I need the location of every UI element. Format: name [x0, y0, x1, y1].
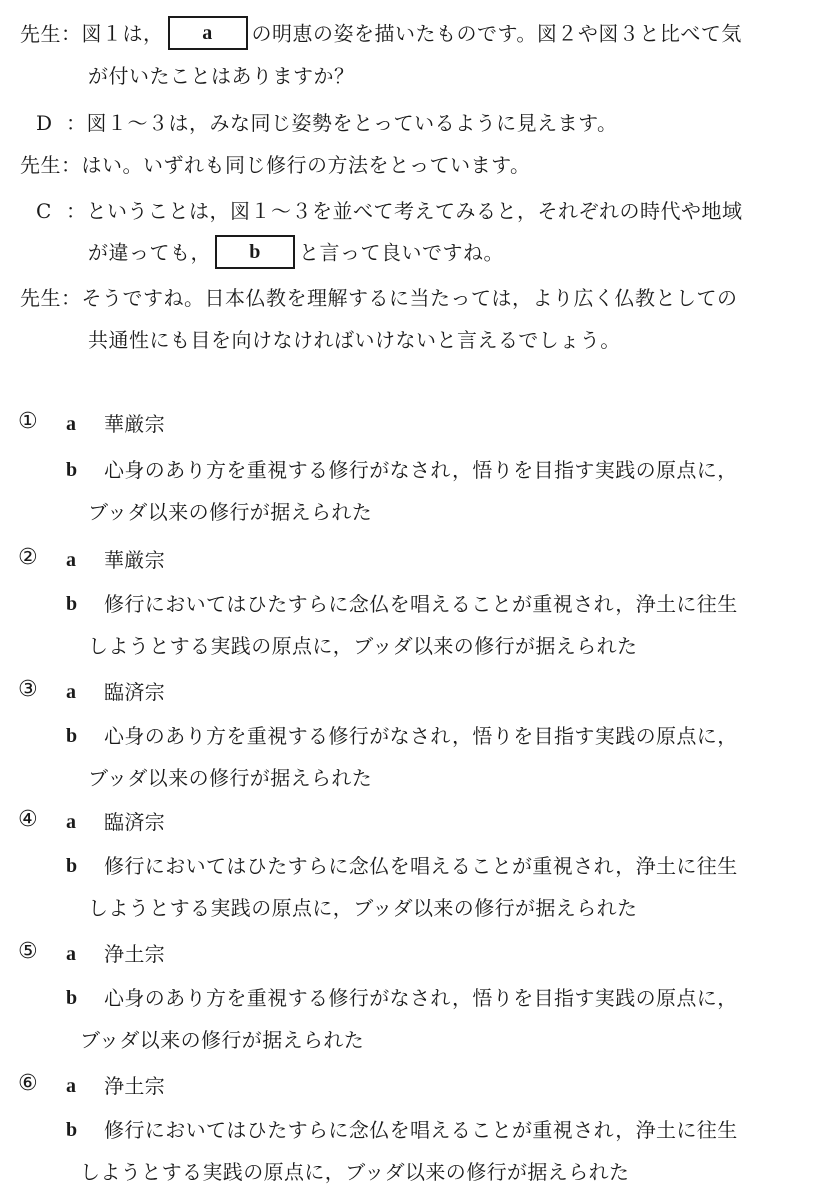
option-a-text: 華厳宗	[104, 548, 166, 572]
speaker-label: 先生	[20, 286, 61, 310]
speaker-label: D	[36, 111, 53, 135]
option-b-text: 心身のあり方を重視する修行がなされ，悟りを目指す実践の原点に，	[104, 986, 738, 1010]
blank-box-b: b	[215, 235, 295, 269]
dialogue-line	[88, 326, 621, 354]
speaker-label: 先生	[20, 153, 61, 177]
dialogue-line	[88, 237, 504, 271]
dialogue-line	[20, 284, 738, 312]
option-b-text: 心身のあり方を重視する修行がなされ，悟りを目指す実践の原点に，	[104, 458, 738, 482]
option-b-label: b	[66, 725, 78, 747]
dialogue-text: ということは，図１～３を並べて考えてみると，それぞれの時代や地域	[86, 199, 743, 223]
option-b-label: b	[66, 987, 78, 1009]
option-b-text: しようとする実践の原点に，ブッダ以来の修行が据えられた	[88, 896, 638, 920]
dialogue-text: が違っても，	[88, 240, 211, 265]
speaker-separator: ：	[61, 21, 82, 46]
option-b-label: b	[66, 459, 78, 481]
option-b-label: b	[66, 855, 78, 877]
speaker-separator: ：	[66, 111, 87, 135]
speaker-label: C	[36, 199, 52, 223]
speaker-label: 先生	[20, 21, 61, 46]
dialogue-line	[36, 197, 743, 225]
option-a-text: 浄土宗	[104, 942, 166, 966]
option-b-text: 修行においてはひたすらに念仏を唱えることが重視され，浄土に往生	[104, 854, 738, 878]
option-number: ③	[18, 677, 38, 702]
dialogue-text: 図１は，	[81, 21, 164, 46]
option-a-text: 臨済宗	[104, 810, 166, 834]
dialogue-text: が付いたことはありますか？	[88, 64, 355, 88]
option-b-text: 修行においてはひたすらに念仏を唱えることが重視され，浄土に往生	[104, 592, 738, 616]
dialogue-text: の明恵の姿を描いたものです。図２や図３と比べて気	[251, 21, 742, 46]
speaker-separator: ：	[66, 199, 87, 223]
option-number: ④	[18, 807, 38, 832]
option-b-label: b	[66, 1119, 78, 1141]
blank-box-a: a	[168, 16, 248, 50]
option-number: ①	[18, 409, 38, 434]
dialogue-text: はい。いずれも同じ修行の方法をとっています。	[81, 153, 531, 177]
option-b-text: 修行においてはひたすらに念仏を唱えることが重視され，浄土に往生	[104, 1118, 738, 1142]
speaker-separator: ：	[61, 286, 82, 310]
option-a-text: 浄土宗	[104, 1074, 166, 1098]
option-number: ⑥	[18, 1071, 38, 1096]
option-b-text: ブッダ以来の修行が据えられた	[80, 1028, 365, 1052]
option-a-label: a	[66, 413, 76, 435]
option-a-label: a	[66, 1075, 76, 1097]
option-a-label: a	[66, 681, 76, 703]
option-a-label: a	[66, 811, 76, 833]
option-b-text: 心身のあり方を重視する修行がなされ，悟りを目指す実践の原点に，	[104, 724, 738, 748]
dialogue-line	[20, 18, 742, 52]
dialogue-line	[88, 62, 355, 90]
dialogue-text: と言って良いですね。	[299, 240, 504, 265]
option-a-text: 臨済宗	[104, 680, 166, 704]
option-b-text: しようとする実践の原点に，ブッダ以来の修行が据えられた	[88, 634, 638, 658]
option-a-text: 華厳宗	[104, 412, 166, 436]
option-b-label: b	[66, 593, 78, 615]
dialogue-line	[36, 109, 618, 137]
dialogue-text: 図１～３は，みな同じ姿勢をとっているように見えます。	[86, 111, 618, 135]
option-a-label: a	[66, 549, 76, 571]
option-number: ⑤	[18, 939, 38, 964]
dialogue-line	[20, 151, 531, 179]
dialogue-text: 共通性にも目を向けなければいけないと言えるでしょう。	[88, 328, 621, 352]
option-b-text: ブッダ以来の修行が据えられた	[88, 766, 373, 790]
speaker-separator: ：	[61, 153, 82, 177]
option-a-label: a	[66, 943, 76, 965]
option-b-text: ブッダ以来の修行が据えられた	[88, 500, 373, 524]
option-b-text: しようとする実践の原点に，ブッダ以来の修行が据えられた	[80, 1160, 630, 1184]
dialogue-text: そうですね。日本仏教を理解するに当たっては，より広く仏教としての	[81, 286, 738, 310]
option-number: ②	[18, 545, 38, 570]
